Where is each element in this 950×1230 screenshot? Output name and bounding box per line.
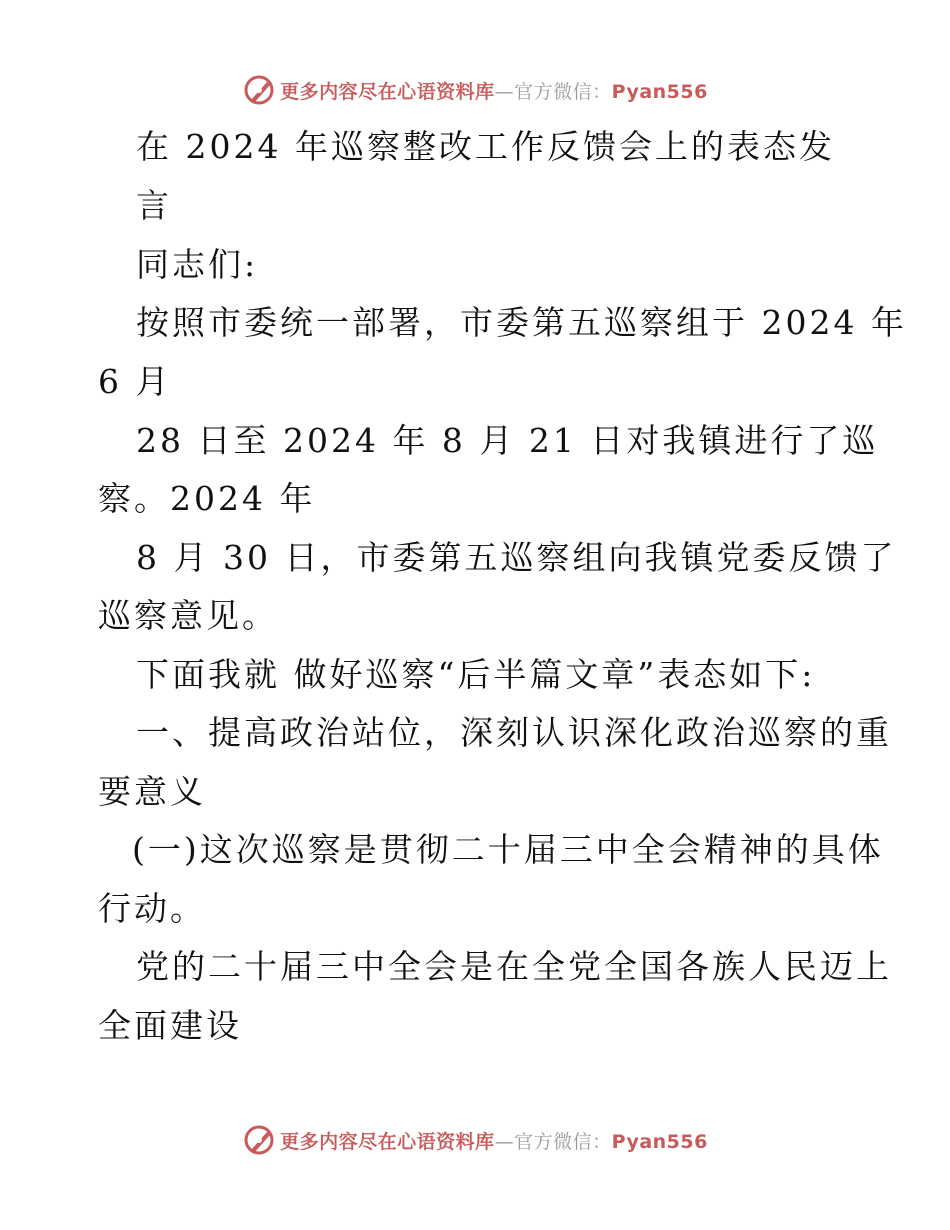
watermark-main-text: 更多内容尽在心语资料库: [280, 1130, 495, 1153]
footer-watermark: [0, 1120, 950, 1160]
header-watermark: [0, 70, 950, 110]
document-title-line-2: 言: [136, 186, 172, 225]
paragraph-line: 28 日至 2024 年 8 月 21 日对我镇进行了巡: [136, 421, 879, 460]
section-heading-line: 一、提高政治站位，深刻认识深化政治巡察的重: [136, 713, 892, 752]
watermark-separator: —: [494, 1130, 515, 1153]
watermark-main-text: 更多内容尽在心语资料库: [280, 80, 495, 103]
document-title-line-1: 在 2024 年巡察整改工作反馈会上的表态发: [136, 127, 835, 166]
paragraph-line: 8 月 30 日，市委第五巡察组向我镇党委反馈了: [136, 538, 897, 577]
paragraph-line: 6 月: [98, 362, 172, 401]
paragraph-line: 按照市委统一部署，市委第五巡察组于 2024 年: [136, 303, 907, 342]
pen-logo-icon: [242, 73, 276, 107]
paragraph-line: 察。2024 年: [98, 479, 316, 518]
paragraph-line: 巡察意见。: [98, 596, 278, 635]
paragraph-line: 全面建设: [98, 1006, 242, 1045]
paragraph-line: 下面我就 做好巡察“后半篇文章”表态如下:: [136, 655, 816, 694]
pen-logo-icon: [242, 1123, 276, 1157]
watermark-wechat-id: Pyan556: [611, 80, 708, 103]
paragraph-line: 党的二十届三中全会是在全党全国各族人民迈上: [136, 947, 892, 986]
watermark-wechat-label: 官方微信：: [514, 1130, 612, 1153]
subsection-heading-line: (一)这次巡察是贯彻二十届三中全会精神的具体: [132, 830, 884, 869]
watermark-wechat-label: 官方微信：: [514, 80, 612, 103]
subsection-heading-line: 行动。: [98, 889, 206, 928]
watermark-separator: —: [494, 80, 515, 103]
section-heading-line: 要意义: [98, 772, 206, 811]
watermark-wechat-id: Pyan556: [611, 1130, 708, 1153]
salutation: 同志们:: [136, 245, 259, 284]
